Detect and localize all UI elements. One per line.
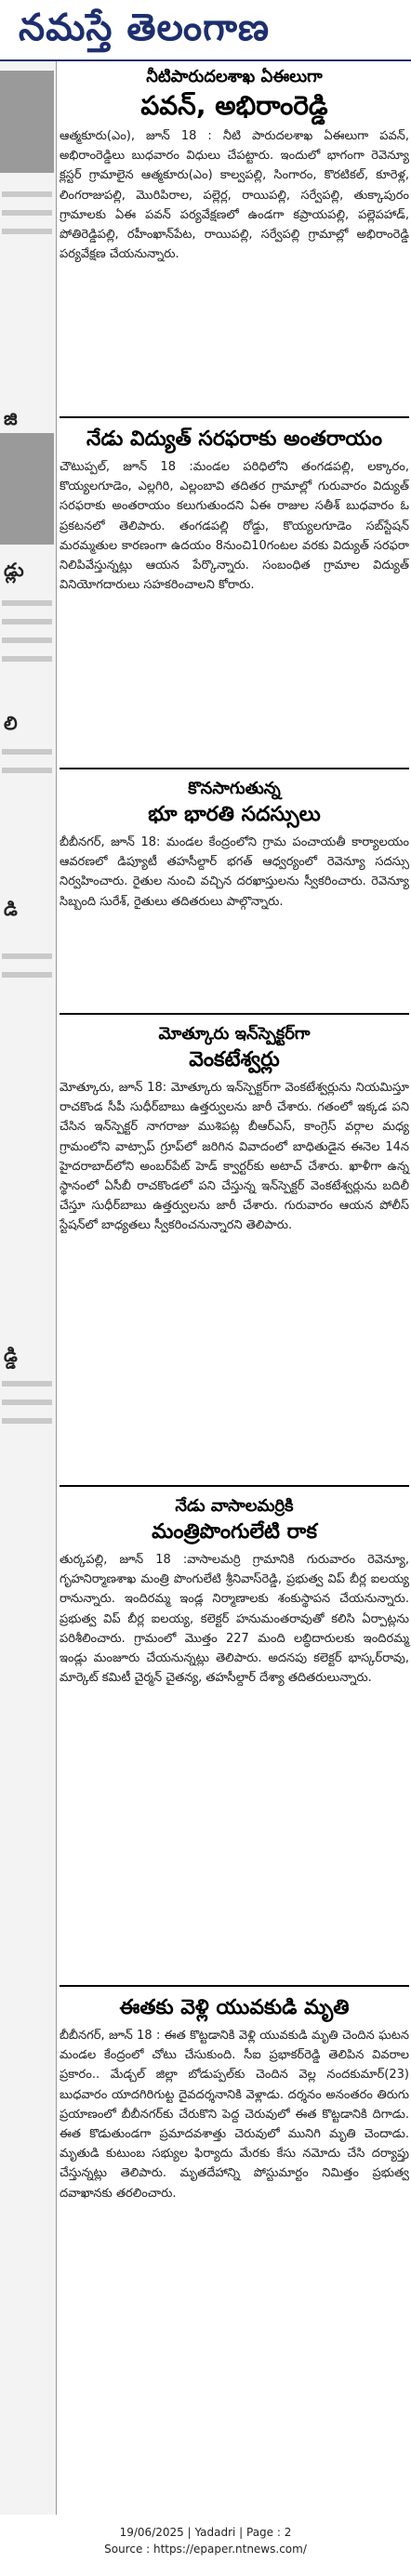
story-headline: పవన్, అభిరాంరెడ్డి (140, 90, 328, 121)
footer-date-edition: 19/06/2025 | Yadadri | Page : 2 (119, 2526, 292, 2539)
story-irrigation-aes (60, 65, 409, 264)
story-divider (60, 1485, 409, 1487)
story-youth-drowning (60, 1994, 409, 2203)
edge-photo-middle (0, 433, 54, 545)
story-body: చౌటుప్పల్, జూన్ 18 :మండల పరిధిలోని తంగడపల్లి, లక్కారం, కొయ్యలగూడెం, ఎల్లగిరి, ఎల్లంబావి తదితర గ్రామాల్లో గురువారం విద్యుత్ సరఫరాకు అంతరాయం కలుగుతుందని ఏఈ రాజుల సతీశ్ బుధవారం ఓ ప్రకటనలో తెలిపారు. తంగడపల్లి రోడ్డు, కొయ్యలగూడెం సబ్‌స్టేషన్ మరమ్మతుల కారణంగా ఉదయం 8నుంచి10గంటల వరకు విద్యుత్ సరఫరా నిలిపివేస్తున్నట్లు ఆయన పేర్కొన్నారు. సంబంధిత గ్రామాల విద్యుత్ వినియోగదారులు సహకరించాలని కోరారు. (60, 460, 409, 593)
edge-text-line (2, 1400, 52, 1405)
page-footer (0, 2524, 411, 2557)
story-headline: వెంకటేశ్వర్లు (189, 1048, 280, 1071)
edge-fragment: డి (4, 898, 18, 920)
edge-text-line (2, 191, 52, 197)
edge-text-line (2, 749, 52, 755)
edge-text-line (2, 656, 52, 662)
story-body: తుర్కపల్లి, జూన్ 18 :వాసాలమర్రి గ్రామానికి గురువారం రెవెన్యూ, గృహనిర్మాణశాఖ మంత్రి పొంగులేటి శ్రీనివాస్‌రెడ్డి, ప్రభుత్వ విప్ బీర్ల ఐలయ్య రానున్నారు. ఇందిరమ్మ ఇండ్ల నిర్మాణాలకు శంకుస్థాపన చేయనున్నారు. ప్రభుత్వ విప్ బీర్ల ఐలయ్య, కలెక్టర్ హనుమంతరావుతో కలిసి ఏర్పాట్లను పరిశీలించారు. గ్రామంలో మొత్తం 227 మంది లబ్ధిదారులకు ఇందిరమ్మ ఇండ్లు మంజూరు చేయనున్నట్లు తెలిపారు. అదనపు కలెక్టర్ భాస్కర్‌రావు, మార్కెట్ కమిటీ చైర్మన్ చైతన్య, తహసీల్దార్ దేశ్యా తదితరులున్నారు. (60, 1553, 409, 1686)
story-body: బీబీనగర్, జూన్ 18: మండల కేంద్రంలోని గ్రామ పంచాయతీ కార్యాలయం ఆవరణలో డిప్యూటీ తహసీల్దార్ భగత్ ఆధ్వర్యంలో రెవెన్యూ సదస్సు నిర్వహించారు. రైతుల నుంచి వచ్చిన దరఖాస్తులను స్వీకరించారు. రెవెన్యూ సిబ్బంది సురేశ్, రైతులు తదితరులు పాల్గొన్నారు. (60, 835, 409, 909)
news-column (60, 61, 409, 2515)
story-headline: మంత్రిపొంగులేటి రాక (152, 1520, 317, 1544)
edge-fragment: జి (4, 407, 18, 429)
story-motkur-inspector (60, 1022, 409, 1236)
story-power-outage (60, 426, 409, 595)
story-kicker: మోత్కూరు ఇన్‌స్పెక్టర్‌గా (158, 1024, 311, 1044)
edge-text-line (2, 637, 52, 643)
edge-text-line (2, 1418, 52, 1424)
edge-fragment: డ్లు (4, 559, 24, 581)
story-body: మోత్కూరు, జూన్ 18: మోత్కూరు ఇన్‌స్పెక్టర్‌గా వెంకటేశ్వర్లును నియమిస్తూ రాచకొండ సీపీ సుధీర్‌బాబు ఉత్తర్వులను జారీ చేశారు. గతంలో ఇక్కడ పని చేసిన ఇన్‌స్పెక్టర్ నాగరాజు ముశిపట్ల బీఆర్‌ఎస్, కాంగ్రెస్ వర్గాల మధ్య గ్రామంలోని వాట్సాప్ గ్రూప్‌లో జరిగిన వివాదంలో బాధితుడైన ఈనెల 14న హైదరాబాద్‌లోని అంబర్‌పేట్ హెడ్ క్వార్టర్‌కు అటాచ్ చేశారు. ఖాళీగా ఉన్న స్థానంలో ఏసీబీ రాచకొండలో పని చేస్తున్న ఇన్‌స్పెక్టర్ వెంకటేశ్వర్లును బదిలీ చేస్తూ సుధీర్‌బాబు ఉత్తర్వులను జారీ చేశారు. గురువారం ఆయన పోలీస్ స్టేషన్‌లో బాధ్యతలు స్వీకరించనున్నారని తెలిపారు. (60, 1081, 409, 1233)
story-headline: ఈతకు వెళ్లి యువకుడి మృతి (119, 1996, 350, 2019)
edge-text-line (2, 768, 52, 773)
edge-text-line (2, 953, 52, 959)
newspaper-name: నమస్తే తెలంగాణ (19, 6, 271, 49)
edge-text-line (2, 600, 52, 606)
story-divider (60, 416, 409, 418)
story-headline: భూ భారతి సదస్సులు (148, 803, 321, 826)
edge-photo-top (0, 71, 54, 173)
edge-text-line (2, 619, 52, 624)
story-body: బీబీనగర్, జూన్ 18 : ఈత కొట్టడానికి వెళ్లి యువకుడి మృతి చెందిన ఘటన మండల కేంద్రంలో చోటు చేసుకుంది. సీఐ ప్రభాకర్‌రెడ్డి తెలిపిన వివరాల ప్రకారం.. మేడ్చల్ జిల్లా బోడుప్పల్‌కు చెందిన వెల్ల నందకుమార్(23) బుధవారం యాదగిరిగుట్ట దైవదర్శనానికి వెళ్లాడు. దర్శనం అనంతరం తిరుగు ప్రయాణంలో బీబీనగర్‌కు చేరుకొని పెద్ద చెరువులో ఈత కొట్టడానికి దిగాడు. ఈత కొడుతుండగా ప్రమాదవశాత్తు చెరువులో మునిగి మృతి చెందాడు. మృతుడి కుటుంబ సభ్యుల ఫిర్యాదు మేరకు కేసు నమోదు చేసి దర్యాప్తు చేస్తున్నట్లు తెలిపారు. మృతదేహాన్ని పోస్టుమార్టం నిమిత్తం ప్రభుత్వ దవాఖానకు తరలించారు. (60, 2029, 409, 2201)
story-kicker: నేడు వాసాలమర్రికి (175, 1496, 294, 1516)
story-divider (60, 768, 409, 769)
story-kicker: నీటిపారుదలశాఖ ఏఈలుగా (146, 67, 323, 86)
edge-text-line (2, 1381, 52, 1387)
edge-text-line (2, 972, 52, 978)
story-body: ఆత్మకూరు(ఎం), జూన్ 18 : నీటి పారుదలశాఖ ఏఈలుగా పవన్, అభిరాంరెడ్డిలు బుధవారం విధులు చేపట్టారు. ఇందులో భాగంగా రెవెన్యూ క్లస్టర్ గ్రామాలైన ఆత్మకూరు(ఎం) కాల్వపల్లి, సింగారం, కొరటికల్, కూరెళ్ల, లింగరాజుపల్లి, మొరిపిరాల, పల్లెర్ల, రాయిపల్లి, సర్వేపల్లి, తుక్కాపురం గ్రామాలకు ఏఈ పవన్ పర్యవేక్షణలో ఉండగా కప్రాయపల్లి, పల్లెపహాడ్, పోతిరెడ్డిపల్లి, రహీంఖాన్‌పేట, రాయిపల్లి, సర్వేపల్లి గ్రామాల్లో అభిరాంరెడ్డి పర్యవేక్షణ చేయనున్నారు. (60, 129, 409, 262)
adjacent-column-strip (0, 61, 57, 2515)
story-bhu-bharathi (60, 777, 409, 912)
masthead (0, 0, 411, 61)
edge-text-line (2, 229, 52, 234)
footer-source: Source : https://epaper.ntnews.com/ (104, 2543, 307, 2556)
story-kicker: కొనసాగుతున్న (188, 779, 281, 798)
edge-fragment: డ్డి (4, 1344, 18, 1366)
story-headline: నేడు విద్యుత్ సరఫరాకు అంతరాయం (86, 427, 382, 451)
edge-fragment: లి (4, 712, 18, 734)
story-divider (60, 1013, 409, 1015)
edge-text-line (2, 210, 52, 216)
story-minister-visit (60, 1494, 409, 1688)
story-divider (60, 1985, 409, 1987)
